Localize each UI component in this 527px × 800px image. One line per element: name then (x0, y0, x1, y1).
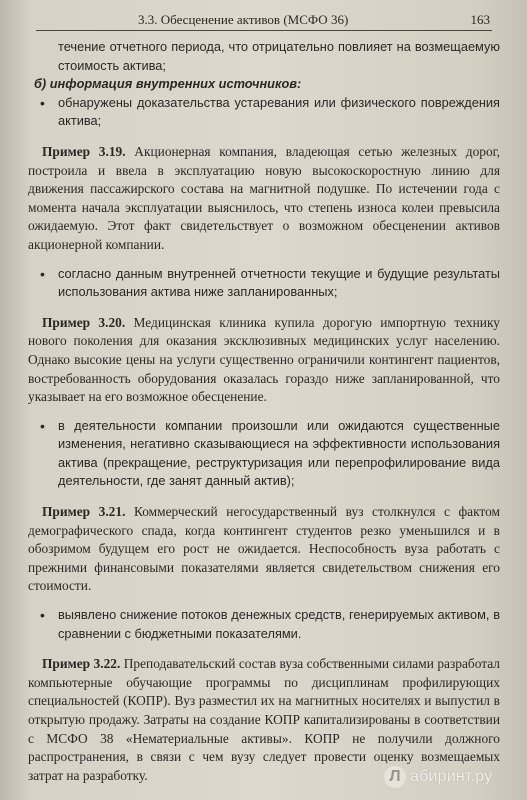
continuation-text: течение отчетного периода, что отрицательно повлияет на возмещаемую стоимость актива; (58, 39, 500, 73)
watermark-text: абиринт.ру (410, 768, 493, 785)
page-content (28, 38, 500, 785)
bullet-item: • в деятельности компании произошли или ожидаются существенные изменения, негативно сказывающиеся на эффективности использования актива (прекращение, реструктуризация или перепрофилирование вида деятельности, где занят данный актив); (28, 417, 500, 491)
example-text: Преподавательский состав вуза собственными силами разработал компьютерные обучающие программы по дисциплинам профилирующих специальностей (КОПР). Вуз разместил их на магнитных носителях и выпустил в открытую продажу. Затраты на создание КОПР капитализированы в соответствии с МСФО 38 «Нематериальные активы». КОПР не получили должного распространения, в связи с чем вузу следует провести оценку возмещаемых затрат на разработку. (28, 656, 500, 783)
example-text: Коммерческий негосударственный вуз столкнулся с фактом демографического спада, когда контингент студентов резко уменьшился и в обозримом будущем его рост не ожидается. Неспособность вуза работать с прежними финансовыми показателями является свидетельством снижения его стоимости. (28, 504, 500, 594)
example-3-21 (28, 503, 500, 596)
example-text: Медицинская клиника купила дорогую импортную технику нового поколения для оказания эксклюзивных медицинских услуг населению. Однако высокие цены на услуги существенно ограничили контингент пациентов, востребованность оборудования оказалась гораздо ниже запланированной, что указывает на его возможное обесценение. (28, 314, 500, 405)
example-label: Пример 3.21. (42, 504, 126, 520)
example-3-19 (28, 143, 500, 255)
chapter-title: 3.3. Обесценение активов (МСФО 36) (138, 12, 349, 27)
subsection-heading: б) информация внутренних источников: (34, 76, 302, 92)
watermark (384, 763, 520, 791)
running-header (36, 8, 492, 31)
bullet-item: • выявлено снижение потоков денежных средств, генерируемых активом, в сравнении с бюджетными показателями. (28, 606, 500, 643)
bullet-item: • обнаружены доказательства устаревания или физического повреждения актива; (28, 94, 500, 131)
labirint-logo-icon: Л (384, 766, 406, 788)
example-label: Пример 3.22. (42, 656, 121, 672)
example-label: Пример 3.20. (42, 314, 126, 330)
example-label: Пример 3.19. (42, 143, 126, 159)
page-number: 163 (470, 12, 490, 27)
bullet-item: • согласно данным внутренней отчетности текущие и будущие результаты использования актива ниже запланированных; (28, 265, 500, 302)
example-3-20 (28, 314, 500, 407)
example-text: Акционерная компания, владеющая сетью железных дорог, построила и ввела в эксплуатацию новую высокоскоростную линию для движения пассажирского состава на магнитной подушке. По истечении года с момента начала эксплуатации выяснилось, что степень износа колеи превысила ожидаемую. Этот факт свидетельствует о возможном обесценении активов акционерной компании. (28, 143, 500, 252)
